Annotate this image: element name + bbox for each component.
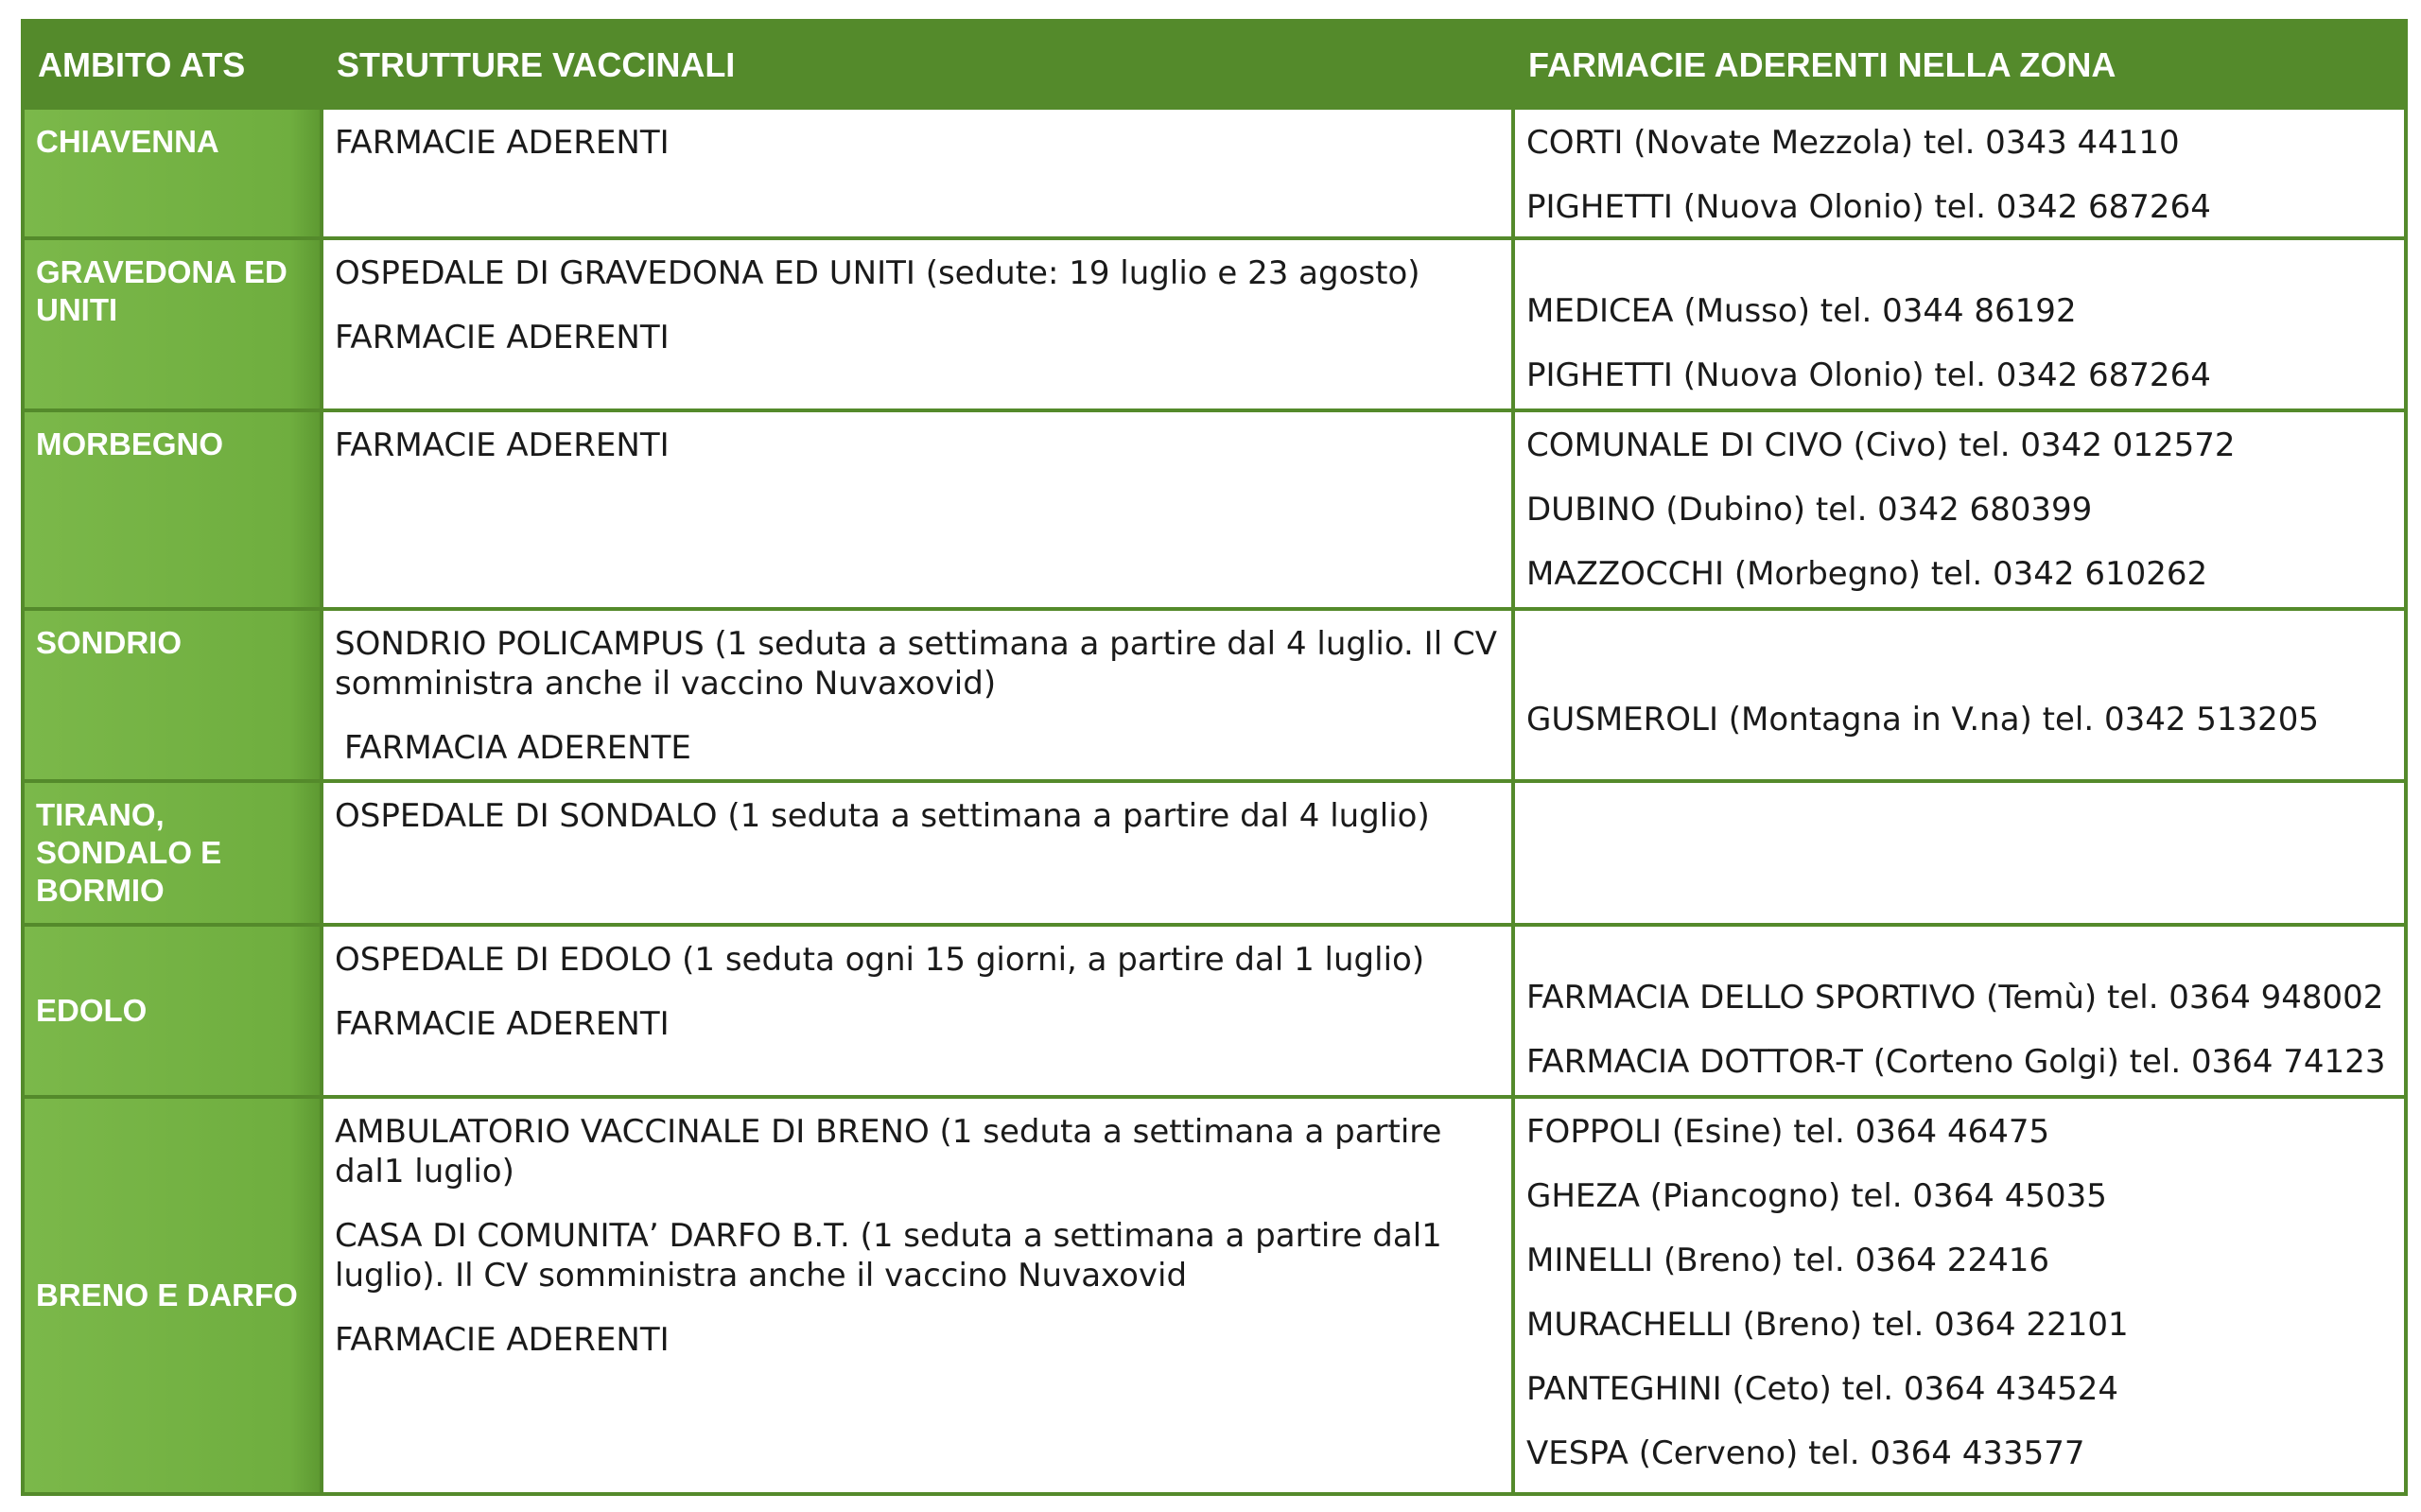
pharmacy-item: PIGHETTI (Nuova Olonio) tel. 0342 687264 — [1526, 188, 2211, 226]
pharmacy-item: COMUNALE DI CIVO (Civo) tel. 0342 012572 — [1526, 426, 2236, 464]
pharmacy-item: DUBINO (Dubino) tel. 0342 680399 — [1526, 491, 2093, 529]
strutture-cell — [322, 108, 1513, 238]
pharmacy-item: GUSMEROLI (Montagna in V.na) tel. 0342 513205 — [1526, 701, 2320, 739]
strutture-item: FARMACIE ADERENTI — [335, 1005, 670, 1043]
farmacie-cell — [1513, 925, 2406, 1097]
strutture-item: CASA DI COMUNITA’ DARFO B.T. (1 seduta a settimana a partire dal1 luglio). Il CV somministra anche il vaccino Nuvaxovid — [335, 1217, 1442, 1295]
header-row — [23, 21, 2406, 108]
header-ambito: AMBITO ATS — [23, 21, 322, 108]
strutture-item: OSPEDALE DI GRAVEDONA ED UNITI (sedute: 19 luglio e 23 agosto) — [335, 254, 1420, 292]
ambito-cell: EDOLO — [23, 925, 322, 1097]
farmacie-cell — [1513, 781, 2406, 925]
table-row — [23, 410, 2406, 609]
strutture-cell — [322, 781, 1513, 925]
pharmacy-item: PIGHETTI (Nuova Olonio) tel. 0342 687264 — [1526, 356, 2211, 394]
pharmacy-item: GHEZA (Piancogno) tel. 0364 45035 — [1526, 1177, 2107, 1215]
strutture-item: OSPEDALE DI EDOLO (1 seduta ogni 15 giorni, a partire dal 1 luglio) — [335, 941, 1425, 979]
ambito-cell: BRENO E DARFO — [23, 1097, 322, 1494]
pharmacy-item: VESPA (Cerveno) tel. 0364 433577 — [1526, 1434, 2085, 1472]
table-row — [23, 609, 2406, 781]
strutture-item: OSPEDALE DI SONDALO (1 seduta a settimana a partire dal 4 luglio) — [335, 797, 1430, 835]
table-row — [23, 1097, 2406, 1494]
strutture-cell — [322, 410, 1513, 609]
pharmacy-item: FARMACIA DELLO SPORTIVO (Temù) tel. 0364 948002 — [1526, 979, 2384, 1017]
strutture-cell — [322, 925, 1513, 1097]
ambito-cell: SONDRIO — [23, 609, 322, 781]
pharmacy-item: MAZZOCCHI (Morbegno) tel. 0342 610262 — [1526, 555, 2208, 593]
strutture-cell — [322, 1097, 1513, 1494]
table-row — [23, 108, 2406, 238]
pharmacy-item: MEDICEA (Musso) tel. 0344 86192 — [1526, 292, 2077, 330]
farmacie-cell — [1513, 108, 2406, 238]
header-strutture: STRUTTURE VACCINALI — [322, 21, 1513, 108]
strutture-item: FARMACIA ADERENTE — [344, 729, 691, 767]
pharmacy-item: PANTEGHINI (Ceto) tel. 0364 434524 — [1526, 1370, 2119, 1408]
pharmacy-item: FARMACIA DOTTOR-T (Corteno Golgi) tel. 0364 74123 — [1526, 1043, 2386, 1081]
strutture-cell — [322, 238, 1513, 410]
header-farmacie: FARMACIE ADERENTI NELLA ZONA — [1513, 21, 2406, 108]
table-row — [23, 238, 2406, 410]
table-row — [23, 781, 2406, 925]
pharmacy-item: MINELLI (Breno) tel. 0364 22416 — [1526, 1242, 2049, 1279]
ambito-cell: MORBEGNO — [23, 410, 322, 609]
ambito-cell: GRAVEDONA ED UNITI — [23, 238, 322, 410]
strutture-item: AMBULATORIO VACCINALE DI BRENO (1 seduta a settimana a partire dal1 luglio) — [335, 1113, 1442, 1190]
farmacie-cell — [1513, 1097, 2406, 1494]
farmacie-cell — [1513, 410, 2406, 609]
strutture-item: FARMACIE ADERENTI — [335, 426, 670, 464]
farmacie-cell — [1513, 609, 2406, 781]
table-row — [23, 925, 2406, 1097]
pharmacy-item: MURACHELLI (Breno) tel. 0364 22101 — [1526, 1306, 2129, 1344]
strutture-item: FARMACIE ADERENTI — [335, 319, 670, 356]
strutture-item: FARMACIE ADERENTI — [335, 1321, 670, 1359]
ambito-cell: CHIAVENNA — [23, 108, 322, 238]
ambito-cell: TIRANO, SONDALO E BORMIO — [23, 781, 322, 925]
vaccination-table — [21, 19, 2408, 1496]
strutture-item: SONDRIO POLICAMPUS (1 seduta a settimana a partire dal 4 luglio. Il CV somministra anche il vaccino Nuvaxovid) — [335, 625, 1497, 703]
strutture-cell — [322, 609, 1513, 781]
pharmacy-item: CORTI (Novate Mezzola) tel. 0343 44110 — [1526, 124, 2180, 162]
pharmacy-item: FOPPOLI (Esine) tel. 0364 46475 — [1526, 1113, 2050, 1151]
farmacie-cell — [1513, 238, 2406, 410]
strutture-item: FARMACIE ADERENTI — [335, 124, 670, 162]
